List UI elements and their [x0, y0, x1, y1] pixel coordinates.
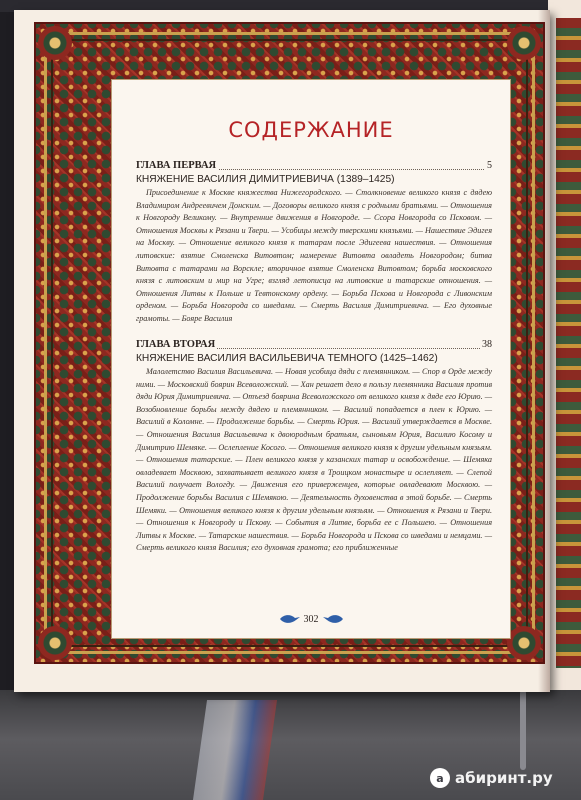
- toc-panel: [111, 79, 511, 639]
- corner-rosette-icon: [38, 626, 72, 660]
- watermark-logo-icon: a: [430, 768, 450, 788]
- chapter-page-number: 38: [482, 339, 492, 350]
- corner-rosette-icon: [507, 626, 541, 660]
- toc-entry: [136, 160, 492, 326]
- facing-page-ornament: [556, 18, 581, 668]
- page-folio: [112, 610, 510, 629]
- watermark: [430, 768, 553, 788]
- chapter-summary: Малолетство Василия Васильевича. — Новая усобица дяди с племянником. — Спор в Орде между ними. — Московский боярин Всеволожский. — Хан решает дело в пользу племянника Василия против дяди Юрия Димитриевича. — Отъезд боярина Всеволожского от великого князя к дяде его Юрию. — Возобновление борьбы между дядею и племянником. — Василий попадается в плен к Юрию. — Василий в Коломне. — Продолжение борьбы. — Смерть Юрия. — Василий утверждается в Москве. — Отношения Василия Васильевича к двоюродным братьям, сыновьям Юрия, Василию Косому и Димитрию Шемяке. — Ослепление Косого. — Отношения великого князя к другим удельным князьям. — Отношения татарские. — Плен великого князя у казанских татар и освобождение. — Шемяка овладевает Москвою, захватывает великого князя в Троицком монастыре и ослепляет. — Слепой Василий получает Вологду. — Движения его приверженцев, которые овладевают Москвою. — Продолжение борьбы Василия с Шемякою. — Деятельность духовенства в этой борьбе. — Смерть Шемяки. — Отношения великого князя к другим удельным князьям. — Отношения к Рязани и Твери. — Отношения к Новгороду и Пскову. — События в Литве, борьба ее с Польшею. — Отношения Литвы к Москве. — Татарские нашествия. — Борьба Новгорода и Пскова со шведами и немцами. — Смерть великого князя Василия; его духовная грамота; его приближенные: [136, 367, 492, 553]
- chapter-summary: Присоединение к Москве княжества Нижегородского. — Столкновение великого князя с дядею Владимиром Андреевичем Донским. — Договоры великого князя с родными братьями. — Отношения к Новгороду Великому. — Внутренние движения в Новгороде. — Ссора Новгорода со Псковом. — Отношения Москвы к Рязани и Твери. — Усобицы между тверскими князьями. — Нашествие Эдигея на Москву. — Отношение великого князя к татарам после Эдигеева нашествия. — Отношения литовские: взятие Смоленска Витовтом; намерение Витовта овладеть Новгородом; битва Витовта с татарами на Ворскле; вторичное взятие Смоленска Витовтом; борьба московского князя с литовским и мир на Угре; взгляд летописца на литовские и татарские отношения. — Отношения Литвы к Польше и Тевтонскому ордену. — Борьба Пскова и Новгорода с Ливонским орденом. — Борьба Новгорода со шведами. — Смерть Василия Димитриевича. — Его духовные грамоты. — Бояре Василия: [136, 188, 492, 323]
- cord: [520, 690, 526, 770]
- toc-heading: СОДЕРЖАНИЕ: [228, 118, 394, 142]
- toc-entry-head: [136, 160, 492, 173]
- corner-rosette-icon: [507, 26, 541, 60]
- flag-fragment: [193, 700, 277, 800]
- bird-left-icon: [279, 613, 301, 625]
- ornamental-frame: [34, 22, 545, 664]
- bird-right-icon: [322, 613, 344, 625]
- chapter-label: ГЛАВА ВТОРАЯ: [136, 339, 216, 350]
- watermark-text: абиринт.ру: [455, 769, 553, 787]
- book-page: [14, 10, 550, 692]
- corner-rosette-icon: [38, 26, 72, 60]
- toc-entry-head: [136, 339, 492, 352]
- chapter-title: КНЯЖЕНИЕ ВАСИЛИЯ ДИМИТРИЕВИЧА (1389–1425): [136, 174, 395, 185]
- toc-entry: [136, 339, 492, 555]
- chapter-label: ГЛАВА ПЕРВАЯ: [136, 160, 217, 171]
- page-number: 302: [303, 613, 319, 625]
- chapter-title: КНЯЖЕНИЕ ВАСИЛИЯ ВАСИЛЬЕВИЧА ТЕМНОГО (1425–1462): [136, 353, 438, 364]
- chapter-page-number: 5: [487, 160, 492, 171]
